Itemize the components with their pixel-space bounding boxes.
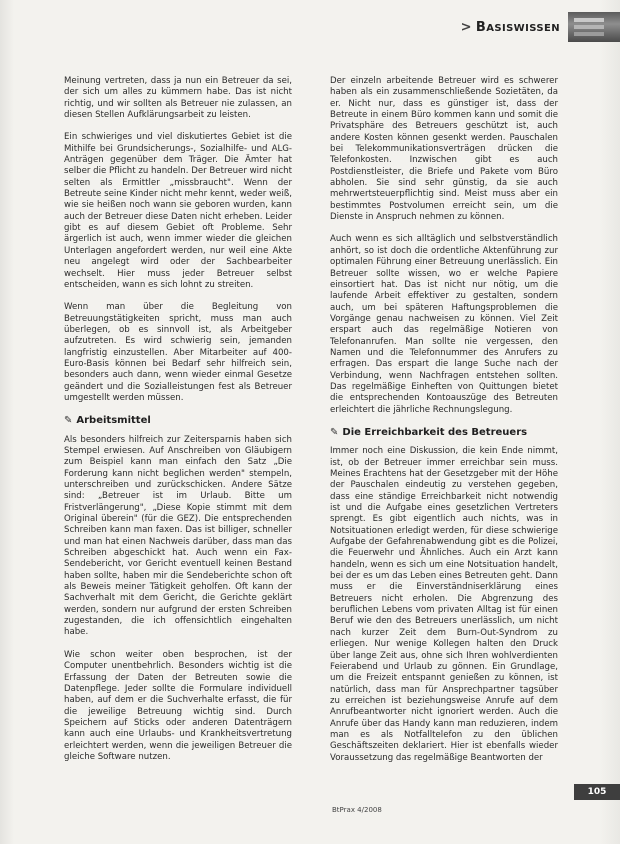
left-paragraph-1: Meinung vertreten, dass ja nun ein Betreuer da sei, der sich um alles zu kümmern habe. Das ist nicht richtig, und wir sollten als Betreuer nie zulassen, an diesen Stellen Aufklärungsarbeit zu leisten. (64, 76, 292, 121)
left-paragraph-2: Ein schwieriges und viel diskutiertes Gebiet ist die Mithilfe bei Grundsicherungs-, Sozialhilfe- und ALG-Anträgen gegenüber dem Träger. Die Ämter hat selber die Pflicht zu handeln. Der Betreuer wird nicht selten als Ermittler „missbraucht". Wenn der Betreute seine Kinder nicht mehr kennt, weder weiß, wie sie heißen noch wann sie geboren wurden, kann auch der Betreuer diese Daten nicht erheben. Leider gibt es auf diesem Gebiet oft Probleme. Sehr ärgerlich ist auch, wenn immer wieder die gleichen Unterlagen angefordert werden, nur weil eine Akte neu angelegt wird oder der Sachbearbeiter wechselt. Hier muss jeder Betreuer selbst entscheiden, wann es sich lohnt zu streiten. (64, 132, 292, 290)
left-column (64, 76, 292, 774)
right-paragraph-1: Der einzeln arbeitende Betreuer wird es schwerer haben als ein zusammenschließende Sozietäten, da er. Nicht nur, dass es günstiger ist, dass der Betreute in einem Büro kommen kann und somit die Privatsphäre des Betreuers geschützt ist, auch andere Kosten können gesenkt werden. Pauschalen bei Telekommunikationsverträgen drücken die Telefonkosten. Inzwischen gibt es auch Postdienstleister, die Briefe und Pakete vom Büro abholen. Sie sind sehr günstig, da sie auch mehrwertsteuerpflichtig sind. Meist muss aber ein bestimmtes Postvolumen erreicht sein, um die Dienste in Anspruch nehmen zu können. (330, 76, 558, 223)
left-paragraph-3: Wenn man über die Begleitung von Betreuungstätigkeiten spricht, muss man auch überlegen, ob es sinnvoll ist, als Arbeitgeber aufzutreten. Es wird schwierig sein, jemanden langfristig einzustellen. Aber Mitarbeiter auf 400-Euro-Basis können bei Bedarf sehr hilfreich sein, besonders auch dann, wenn wieder einmal Gesetze geändert und die Sozialleistungen fest als Betreuer umgestellt werden müssen. (64, 302, 292, 403)
section-heading-arbeitsmittel (64, 415, 292, 426)
left-paragraph-4: Als besonders hilfreich zur Zeitersparnis haben sich Stempel erwiesen. Auf Anschreiben von Gläubigern zum Beispiel kann man einfach den Satz „Die Forderung kann nicht beglichen werden" stempeln, unterschreiben und zurückschicken. Andere Sätze sind: „Betreuer ist im Urlaub. Bitte um Fristverlängerung", „Diese Kopie stimmt mit dem Original überein" (für die GEZ). Die entsprechenden Schreiben kann man faxen. Das ist billiger, schneller und man hat einen Nachweis darüber, dass man das Schreiben abgeschickt hat. Auch wenn ein Fax-Sendebericht, vor Gericht eventuell keinen Bestand haben sollte, haben mir die Sendeberichte schon oft als Beweis meiner Tätigkeit geholfen. Oft kann der Sachverhalt mit dem Gericht, die Gerichte geklärt werden, sondern nur aufgrund der ersten Schreiben zugestanden, die ich offensichtlich eingehalten habe. (64, 434, 292, 638)
arrow-icon: > (460, 19, 472, 35)
right-column (330, 76, 558, 775)
section-title-first-letter: B (475, 19, 487, 35)
section-title-rest: ASISWISSEN (486, 22, 560, 34)
section-heading-erreichbarkeit (330, 427, 558, 438)
pen-icon: ✎ (64, 415, 73, 427)
pen-icon: ✎ (330, 426, 339, 438)
right-paragraph-3: Immer noch eine Diskussion, die kein Ende nimmt, ist, ob der Betreuer immer erreichbar sein muss. Meines Erachtens hat der Gesetzgeber mit der Höhe der Pauschalen eindeutig zu verstehen gegeben, dass eine ständige Erreichbarkeit nicht notwendig ist und die Aufgabe eines gesetzlichen Vertreters sprengt. Es gibt eigentlich auch nichts, was in Notsituationen erledigt werden, für diese schwierige Aufgabe der Gefahrenabwendung gibt es die Polizei, die Feuerwehr und Ähnliches. Auch ein Arzt kann handeln, wenn es sich um eine Notsituation handelt, bei der es um das Leben eines Betreuten geht. Dann muss er die Einverständniserklärung eines Betreuers nicht erholen. Die Abgrenzung des beruflichen Lebens vom privaten Alltag ist für einen Beruf wie den des Betreuers unerlässlich, um nicht nach kurzer Zeit dem Burn-Out-Syndrom zu erliegen. Nur wenige Kollegen halten den Druck über lange Zeit aus, ohne sich Ihren wohlverdienten Feierabend und Urlaub zu gönnen. Ein Grundlage, um die Freizeit entspannt genießen zu können, ist natürlich, dass man für Ansprechpartner tagsüber zu erreichen ist beziehungsweise Anrufe auf dem Anrufbeantworter nicht ignoriert werden. Auch die Anrufe über das Handy kann man reduzieren, indem man es als Notfalltelefon zu den üblichen Geschäftszeiten deklariert. Hier ist ebenfalls wieder Voraussetzung das regelmäßige Beantworten der (330, 446, 558, 763)
page-number: 105 (574, 784, 620, 800)
right-paragraph-2: Auch wenn es sich alltäglich und selbstverständlich anhört, so ist doch die ordentliche Aktenführung zur optimalen Führung einer Betreuung unerlässlich. Ein Betreuer sollte wissen, wo er welche Papiere einsortiert hat. Das ist nicht nur nötig, um die laufende Arbeit effektiver zu gestalten, sondern auch, um bei späteren Haftungsproblemen die Vorgänge genau nachweisen zu können. Viel Zeit erspart auch das regelmäßige Notieren von Telefonanrufen. Man sollte nie vergessen, den Namen und die Telefonnummer des Anrufers zu erfragen. Das erspart die lange Suche nach der Verbindung, wenn Nachfragen entstehen sollten. Das regelmäßige Einheften von Quittungen bietet die entsprechenden Kontoauszüge des Betreuten erleichtert die jährliche Rechnungslegung. (330, 234, 558, 415)
journal-issue-label: BtPrax 4/2008 (332, 806, 382, 814)
section-tab-graphic (568, 12, 620, 42)
left-paragraph-5: Wie schon weiter oben besprochen, ist der Computer unentbehrlich. Besonders wichtig ist die Erfassung der Daten der Betreuten sowie die Datenpflege. Jeder sollte die Formulare individuell haben, auf dem er die Suchverhalte erfasst, die für die jeweilige Betreuung wichtig sind. Durch Speichern auf Sticks oder anderen Datenträgern kann auch eine Urlaubs- und Krankheitsvertretung erleichtert werden, wenn die jeweiligen Betreuer die gleiche Software nutzen. (64, 649, 292, 762)
section-header (461, 14, 620, 40)
section-title (461, 20, 560, 35)
section-heading-text: Arbeitsmittel (76, 415, 151, 427)
section-heading-text: Die Erreichbarkeit des Betreuers (342, 426, 528, 438)
